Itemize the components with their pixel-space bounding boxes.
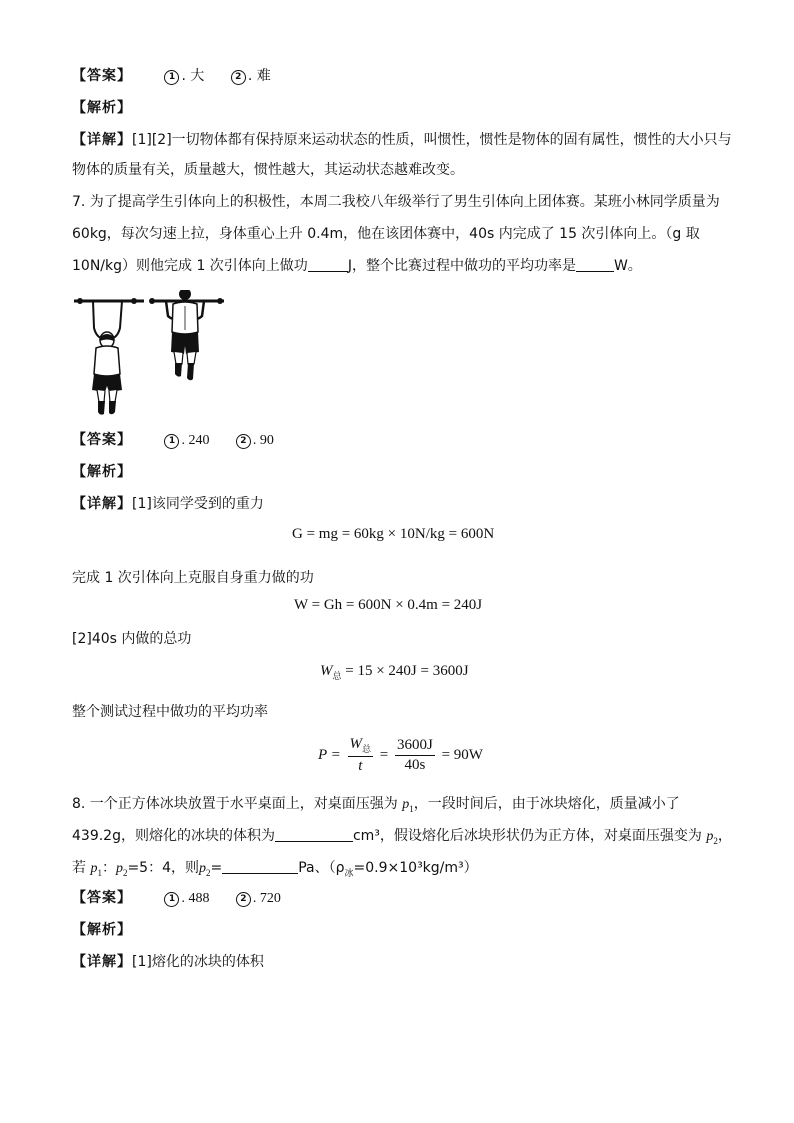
- equation-weight: G = mg = 60kg × 10N/kg = 600N: [292, 526, 495, 542]
- fraction-values: [395, 737, 435, 774]
- p1-symbol: p: [402, 797, 410, 812]
- eq3-symbol: W: [320, 663, 333, 679]
- pull-up-illustration: [72, 290, 232, 418]
- eq4-num-subscript: 总: [362, 744, 372, 754]
- equation-work: W = Gh = 600N × 0.4m = 240J: [294, 597, 483, 613]
- p2-subscript: 2: [206, 867, 211, 878]
- p2-subscript: 2: [122, 867, 128, 878]
- detail-tag: 【详解】: [72, 496, 132, 512]
- q6-answer-row: [72, 66, 271, 86]
- q7-answer-row: [72, 430, 274, 451]
- detail-text: [1]该同学受到的重力: [132, 496, 264, 512]
- q7-detail-1: [72, 494, 264, 514]
- q8-text-j: Pa、（ρ: [298, 860, 345, 876]
- q8-analysis-tag: 【解析】: [72, 922, 132, 938]
- p1-symbol: p: [90, 861, 98, 876]
- q7-stem-text-c: W。: [613, 258, 642, 274]
- q6-detail-line2: 物体的质量有关，质量越大，惯性越大，其运动状态越难改变。: [72, 162, 464, 178]
- p2-symbol: p: [115, 861, 123, 876]
- equation-power: [318, 736, 483, 775]
- answer-tag: 【答案】: [72, 890, 132, 906]
- option-2-marker: 2: [236, 892, 251, 907]
- q8-text-h: =5：4，则: [127, 860, 199, 876]
- q8-detail-1: [72, 952, 264, 972]
- q7-stem-text-a: 10N/kg）则他完成 1 次引体向上做功: [72, 258, 308, 274]
- eq4-den: t: [358, 758, 363, 774]
- q6-detail-line1: [72, 130, 732, 150]
- option-2-marker: 2: [236, 434, 251, 449]
- blank-2[interactable]: [576, 258, 614, 272]
- blank-volume[interactable]: [275, 828, 353, 842]
- q7-text-power: 整个测试过程中做功的平均功率: [72, 704, 268, 720]
- figure-left: [74, 298, 144, 415]
- answer-2: . 难: [247, 68, 271, 84]
- eq4-equals: =: [379, 747, 389, 763]
- q7-text-total-work: [2]40s 内做的总功: [72, 631, 192, 647]
- rho-subscript: 冰: [344, 868, 354, 879]
- option-1-marker: 1: [164, 434, 179, 449]
- eq4-den2: 40s: [404, 757, 426, 773]
- q8-text-k: =0.9×10³kg/m³）: [353, 860, 478, 876]
- q8-text-g: ：: [101, 860, 116, 876]
- q7-analysis-tag: 【解析】: [72, 464, 132, 480]
- answer-2: . 720: [252, 891, 281, 906]
- eq4-num2: 3600J: [395, 737, 435, 756]
- q8-stem-line1: [72, 794, 680, 819]
- q8-answer-row: [72, 888, 281, 909]
- eq3-subscript: 总: [332, 671, 342, 681]
- option-1-marker: 1: [164, 892, 179, 907]
- detail-text: [1][2]一切物体都有保持原来运动状态的性质，叫惯性，惯性是物体的固有属性，惯性的大小只与: [132, 132, 732, 148]
- q7-stem-line2: 60kg，每次匀速上拉，身体重心上升 0.4m，他在该团体赛中，40s 内完成了 15 次引体向上。（g 取: [72, 226, 700, 242]
- p2-subscript: 2: [713, 835, 718, 846]
- q8-text-i: =: [210, 860, 223, 876]
- p1-subscript: 1: [97, 867, 102, 878]
- q8-text-d: cm³，假设熔化后冰块形状仍为正方体，对桌面压强变为: [352, 828, 707, 844]
- detail-tag: 【详解】: [72, 954, 132, 970]
- option-2-marker: 2: [231, 70, 246, 85]
- blank-1[interactable]: [308, 258, 348, 272]
- eq3-rest: = 15 × 240J = 3600J: [341, 663, 469, 679]
- answer-1: . 488: [181, 891, 210, 906]
- equation-total-work: [320, 663, 469, 682]
- q8-stem-line3: [72, 858, 478, 884]
- q8-text-a: 8. 一个正方体冰块放置于水平桌面上，对桌面压强为: [72, 796, 403, 812]
- figure-right: [149, 290, 224, 380]
- detail-text: [1]熔化的冰块的体积: [132, 954, 264, 970]
- q8-text-f: 若: [72, 860, 91, 876]
- q7-stem-line3: [72, 256, 642, 276]
- q7-stem-line1: 7. 为了提高学生引体向上的积极性，本周二我校八年级举行了男生引体向上团体赛。某班小林同学质量为: [72, 194, 720, 210]
- answer-tag: 【答案】: [72, 68, 132, 84]
- eq4-rhs: = 90W: [441, 747, 483, 763]
- fraction-work-over-time: [348, 736, 374, 775]
- q8-text-b: ，一段时间后，由于冰块熔化，质量减小了: [413, 796, 680, 812]
- option-1-marker: 1: [164, 70, 179, 85]
- q8-text-c: 439.2g，则熔化的冰块的体积为: [72, 828, 275, 844]
- q8-stem-line2: [72, 826, 732, 851]
- q7-stem-text-b: J，整个比赛过程中做功的平均功率是: [347, 258, 576, 274]
- p2-symbol: p: [706, 829, 714, 844]
- q6-analysis-tag: 【解析】: [72, 100, 132, 116]
- eq4-lhs: P =: [318, 747, 341, 763]
- answer-tag: 【答案】: [72, 432, 132, 448]
- p1-subscript: 1: [409, 803, 414, 814]
- q7-text-work: 完成 1 次引体向上克服自身重力做的功: [72, 570, 314, 586]
- detail-tag: 【详解】: [72, 132, 132, 148]
- q8-text-e: ，: [717, 828, 732, 844]
- blank-pressure[interactable]: [222, 860, 298, 874]
- answer-1: . 大: [181, 68, 205, 84]
- p2-symbol: p: [199, 861, 206, 876]
- eq4-num-symbol: W: [349, 736, 363, 752]
- answer-2: . 90: [252, 433, 274, 448]
- answer-1: . 240: [181, 433, 210, 448]
